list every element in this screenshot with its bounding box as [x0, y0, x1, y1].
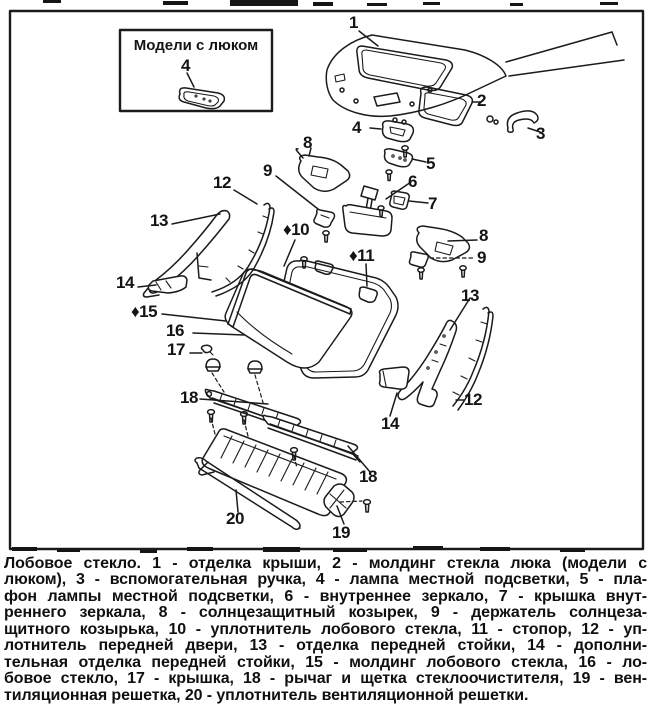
- part-label-wiper-right: 18: [359, 467, 377, 486]
- part-label-visor-holder-left: 9: [263, 161, 272, 180]
- part-label-mirror-cover: 7: [428, 194, 437, 213]
- part-label-interior-mirror: 6: [408, 172, 417, 191]
- pillar-trim-right-part: [398, 320, 457, 406]
- part-label-lamp-lens: 5: [426, 154, 435, 173]
- part-label-map-lamp: 4: [352, 118, 361, 137]
- inset-title: Модели с люком: [133, 37, 259, 54]
- part-label-visor-holder-right: 9: [477, 248, 486, 267]
- lamp-lens-part: [385, 149, 413, 167]
- part-label-additional-trim-left: 14: [116, 273, 134, 292]
- caption: [4, 556, 647, 704]
- scan-artifacts-top: [43, 0, 618, 6]
- part-label-door-weatherstrip-right: 12: [464, 390, 482, 409]
- part-label-sun-visor-left: 8: [303, 133, 312, 152]
- part-label-sunroof-molding: 2: [477, 91, 486, 110]
- part-label-ventilation-grille: 19: [332, 523, 350, 542]
- caption-line-9: тиляционная решетка, 20 - уплотнитель вентиляционной решетки.: [4, 686, 529, 704]
- part-label-windshield-weatherstrip: ♦10: [283, 220, 310, 239]
- map-lamp-part: [383, 118, 414, 142]
- caption-line-2: люком), 3 - вспомогательная ручка, 4 - лампа местной подсветки, 5 - пла-: [4, 571, 647, 589]
- part-label-lamp-inset: 4: [181, 56, 190, 75]
- visor-holder-right-part: [409, 252, 428, 267]
- part-label-windshield-glass: 16: [166, 321, 184, 340]
- part-label-additional-trim-right: 14: [381, 414, 399, 433]
- cap-part: [202, 345, 214, 355]
- part-label-pillar-trim-left: 13: [150, 211, 168, 230]
- interior-mirror-part: [343, 186, 392, 236]
- part-label-sun-visor-right: 8: [479, 226, 488, 245]
- part-label-stopper: ♦11: [349, 246, 375, 265]
- part-label-pillar-trim-right: 13: [461, 286, 479, 305]
- part-label-windshield-molding: ♦15: [131, 302, 158, 321]
- caption-line-4: реннего зеркала, 8 - солнцезащитный козырек, 9 - держатель солнцеза-: [4, 604, 647, 622]
- caption-line-7: тельная отделка передней стойки, 15 - молдинг лобового стекла, 16 - ло-: [4, 653, 647, 671]
- part-label-door-weatherstrip-left: 12: [213, 173, 231, 192]
- additional-trim-right-part: [380, 367, 410, 389]
- caption-line-1: Лобовое стекло. 1 - отделка крыши, 2 - молдинг стекла люка (модели с: [4, 555, 647, 572]
- roof-trim-part: [326, 32, 624, 116]
- visor-holder-left-part: [314, 209, 335, 227]
- sun-visor-right-part: [417, 226, 470, 262]
- part-label-assist-handle: 3: [536, 124, 545, 143]
- additional-trim-left-part: [148, 276, 187, 293]
- part-label-cap: 17: [167, 340, 185, 359]
- part-label-grille-weatherstrip: 20: [226, 509, 244, 528]
- caption-line-3: фон лампы местной подсветки, 6 - внутреннее зеркало, 7 - крышка внут-: [4, 587, 647, 605]
- sun-visor-left-part: [296, 149, 349, 192]
- part-label-roof-trim: 1: [349, 13, 358, 32]
- part-label-wiper-left: 18: [180, 388, 198, 407]
- caption-line-5: щитного козырька, 10 - уплотнитель лобового стекла, 11 - стопор, 12 - уп-: [4, 620, 647, 638]
- caption-line-6: лотнитель передней двери, 13 - отделка передней стойки, 14 - дополни-: [4, 637, 647, 655]
- caption-line-8: бовое стекло, 17 - крышка, 18 - рычаг и щетка стеклоочистителя, 19 - вен-: [4, 670, 647, 688]
